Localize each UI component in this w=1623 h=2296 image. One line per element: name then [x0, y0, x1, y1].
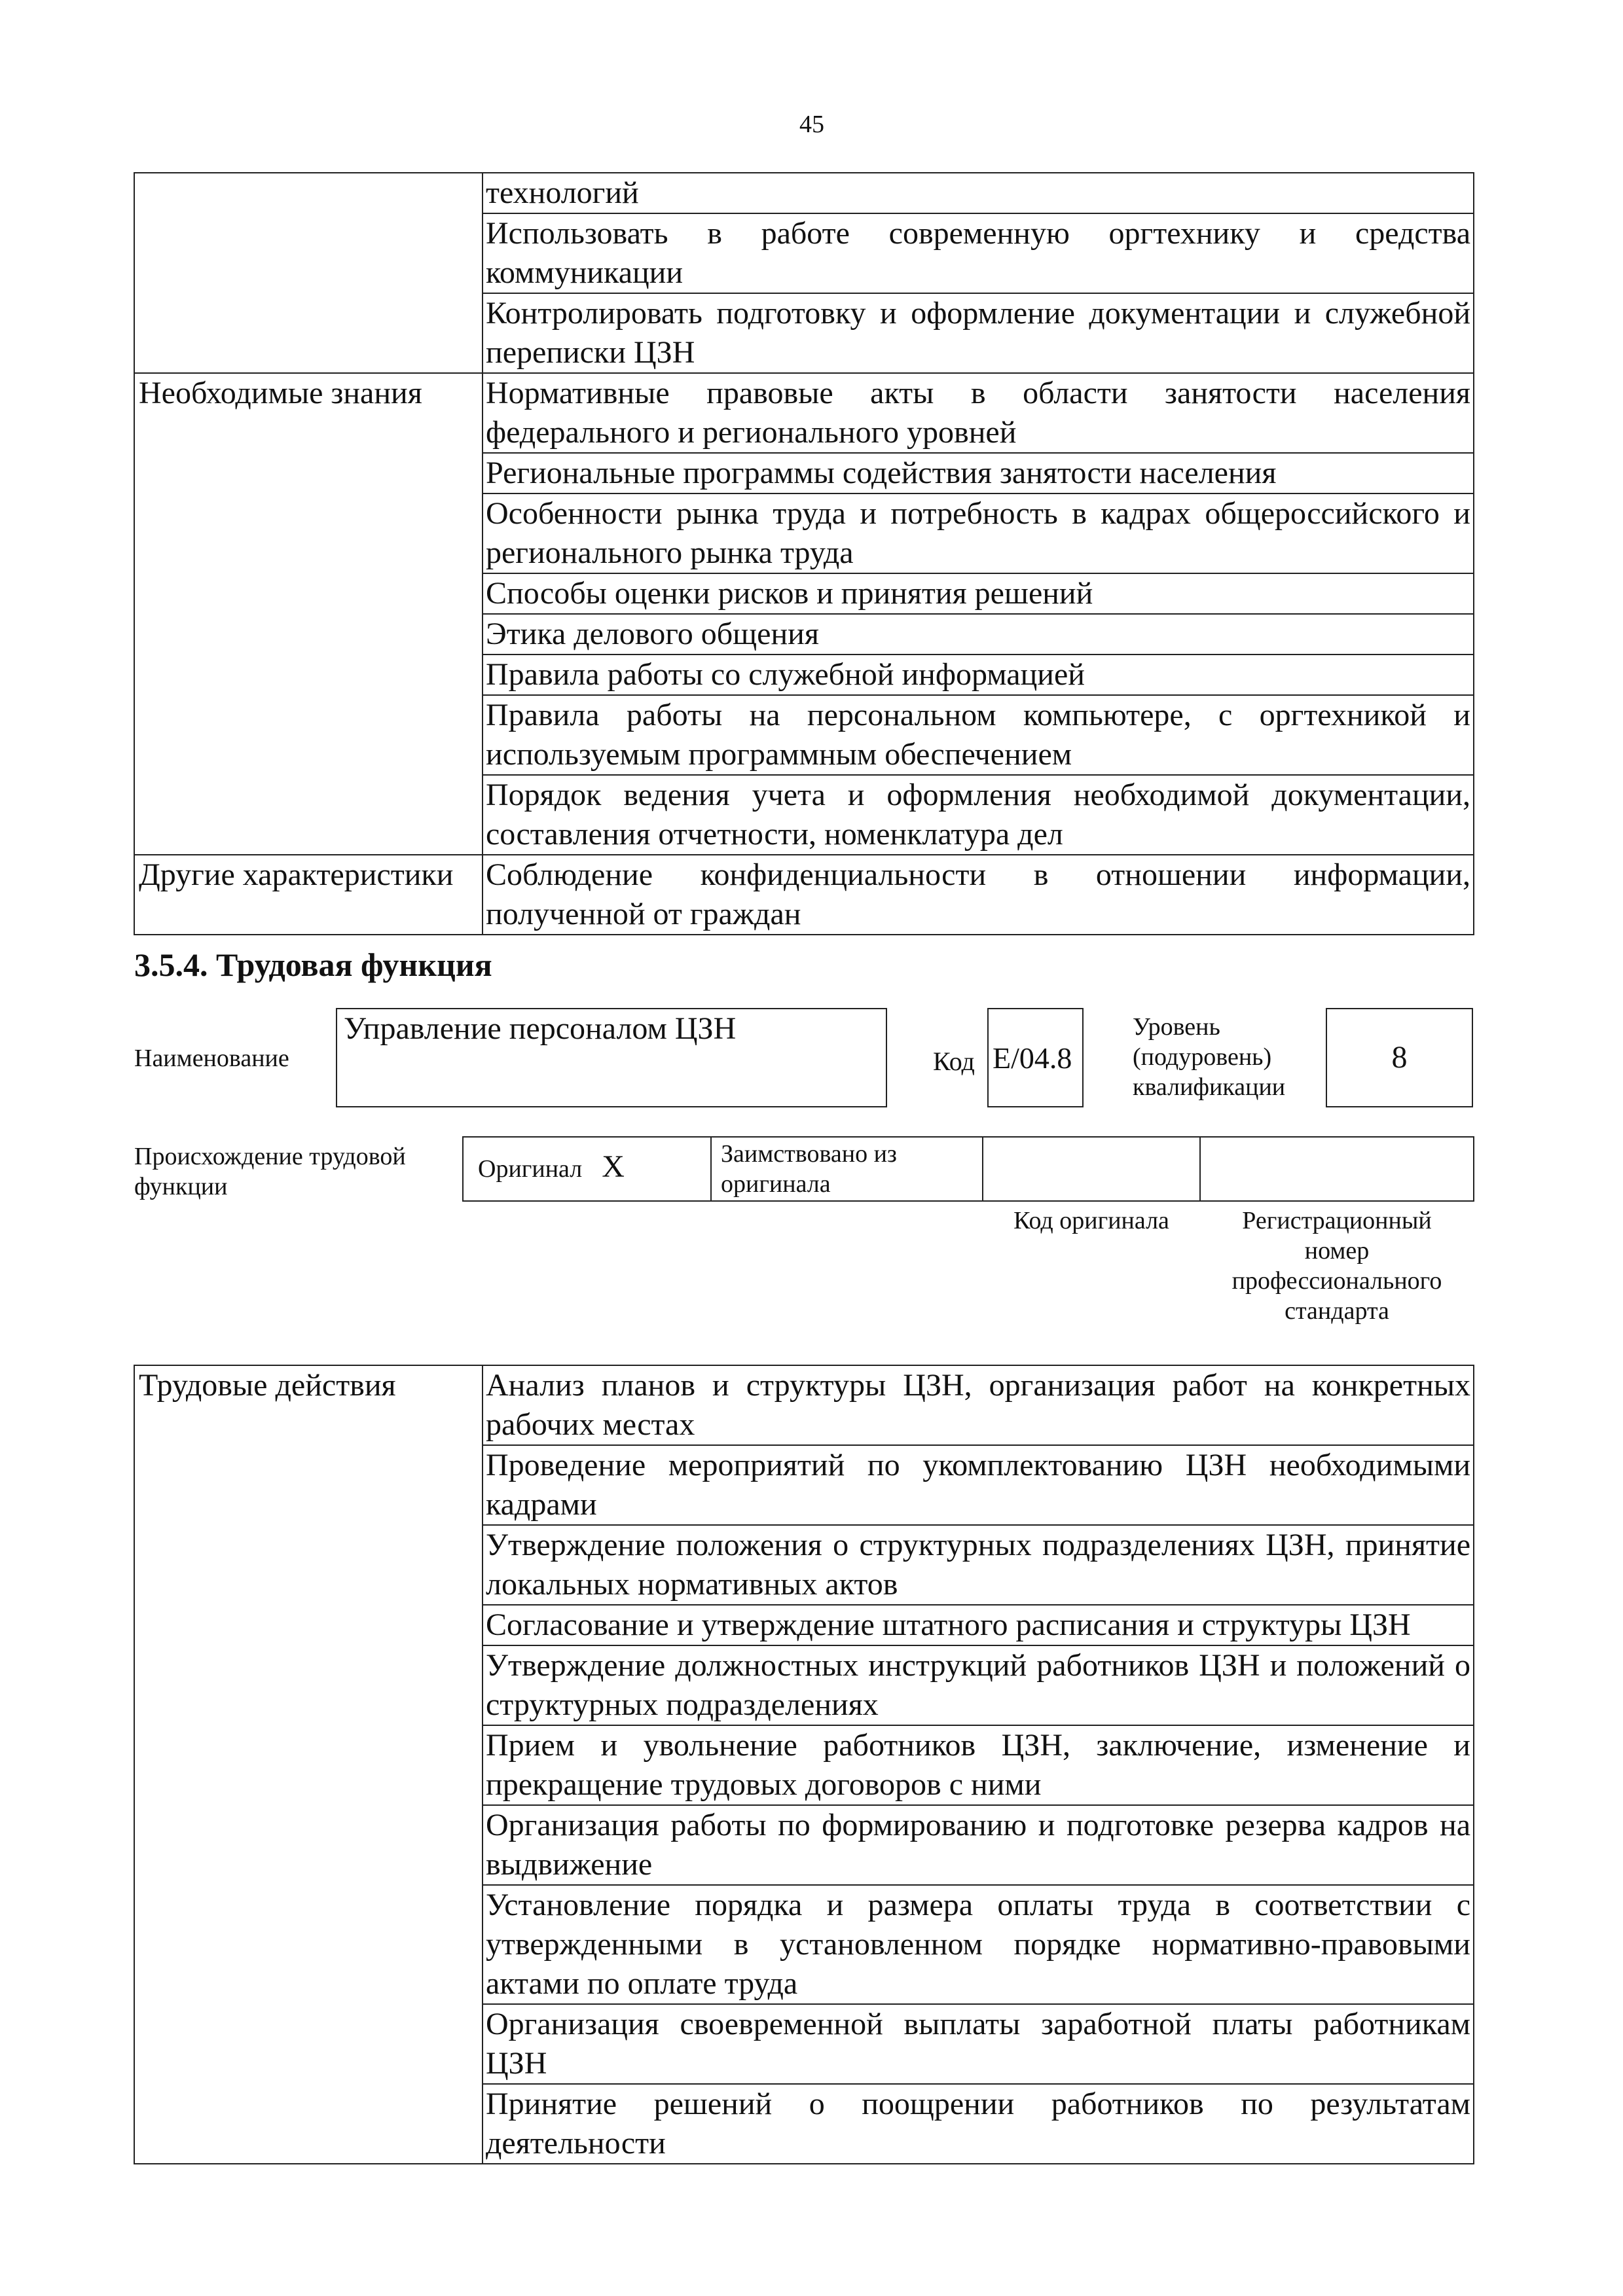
row-label-other: Другие характеристики [134, 855, 483, 935]
list-item: Установление порядка и размера оплаты труда в соответствии с утвержденными в установленном порядке нормативно-правовыми актами по оплате труда [483, 1885, 1474, 2004]
original-code-caption: Код оригинала [1013, 1207, 1169, 1234]
registration-number-caption [1199, 1206, 1474, 1326]
code-label: Код [933, 1047, 975, 1076]
registration-number-cell [1199, 1136, 1474, 1202]
row-label [134, 173, 483, 373]
list-item: Организация работы по формированию и подготовке резерва кадров на выдвижение [483, 1805, 1474, 1885]
level-label-line: квалификации [1133, 1073, 1286, 1101]
list-item: Использовать в работе современную оргтехнику и средства коммуникации [483, 213, 1474, 293]
level-label-line: Уровень [1133, 1013, 1220, 1041]
origin-label [134, 1141, 406, 1202]
section-title: 3.5.4. Трудовая функция [134, 946, 492, 983]
origin-label-line: функции [134, 1173, 228, 1200]
table-row [134, 855, 1474, 935]
list-item: Региональные программы содействия занятости населения [483, 453, 1474, 493]
caption-line: номер [1304, 1237, 1370, 1265]
original-mark: X [602, 1149, 625, 1184]
list-item: Правила работы на персональном компьютере, с оргтехникой и используемым программным обеспечением [483, 695, 1474, 775]
requirements-table [134, 172, 1474, 935]
page-number: 45 [799, 111, 824, 138]
list-item: Правила работы со служебной информацией [483, 655, 1474, 695]
list-item: Согласование и утверждение штатного расписания и структуры ЦЗН [483, 1605, 1474, 1645]
caption-line: профессионального [1231, 1267, 1442, 1295]
original-code-cell [982, 1136, 1201, 1202]
borrowed-label-line: Заимствовано из [721, 1140, 897, 1168]
level-label [1133, 1012, 1285, 1102]
row-label-actions: Трудовые действия [134, 1365, 483, 2164]
list-item: Организация своевременной выплаты заработной платы работникам ЦЗН [483, 2004, 1474, 2084]
table-row [134, 373, 1474, 453]
list-item: Особенности рынка труда и потребность в кадрах общероссийского и регионального рынка труда [483, 493, 1474, 573]
level-label-line: (подуровень) [1133, 1043, 1272, 1071]
original-cell [462, 1136, 712, 1202]
borrowed-cell [710, 1136, 983, 1202]
row-label-knowledge: Необходимые знания [134, 373, 483, 855]
list-item: технологий [483, 173, 1474, 213]
caption-line: Регистрационный [1242, 1207, 1432, 1234]
list-item: Этика делового общения [483, 614, 1474, 655]
borrowed-label-line: оригинала [721, 1170, 831, 1198]
name-value: Управление персоналом ЦЗН [336, 1008, 887, 1107]
list-item: Анализ планов и структуры ЦЗН, организация работ на конкретных рабочих местах [483, 1365, 1474, 1445]
level-value: 8 [1326, 1008, 1473, 1107]
table-row [134, 1365, 1474, 1445]
list-item: Контролировать подготовку и оформление документации и служебной переписки ЦЗН [483, 293, 1474, 373]
caption-line: стандарта [1285, 1297, 1389, 1325]
list-item: Соблюдение конфиденциальности в отношении информации, полученной от граждан [483, 855, 1474, 935]
list-item: Нормативные правовые акты в области занятости населения федерального и регионального уровней [483, 373, 1474, 453]
list-item: Прием и увольнение работников ЦЗН, заключение, изменение и прекращение трудовых договоров с ними [483, 1725, 1474, 1805]
labor-actions-table [134, 1365, 1474, 2164]
list-item: Утверждение положения о структурных подразделениях ЦЗН, принятие локальных нормативных актов [483, 1525, 1474, 1605]
code-value: Е/04.8 [987, 1008, 1084, 1107]
name-label: Наименование [134, 1045, 289, 1072]
list-item: Утверждение должностных инструкций работников ЦЗН и положений о структурных подразделениях [483, 1645, 1474, 1725]
list-item: Принятие решений о поощрении работников по результатам деятельности [483, 2084, 1474, 2164]
table-row [134, 173, 1474, 213]
list-item: Порядок ведения учета и оформления необходимой документации, составления отчетности, номенклатура дел [483, 775, 1474, 855]
origin-label-line: Происхождение трудовой [134, 1143, 406, 1170]
original-label: Оригинал [478, 1155, 583, 1183]
list-item: Способы оценки рисков и принятия решений [483, 573, 1474, 614]
list-item: Проведение мероприятий по укомплектованию ЦЗН необходимыми кадрами [483, 1445, 1474, 1525]
